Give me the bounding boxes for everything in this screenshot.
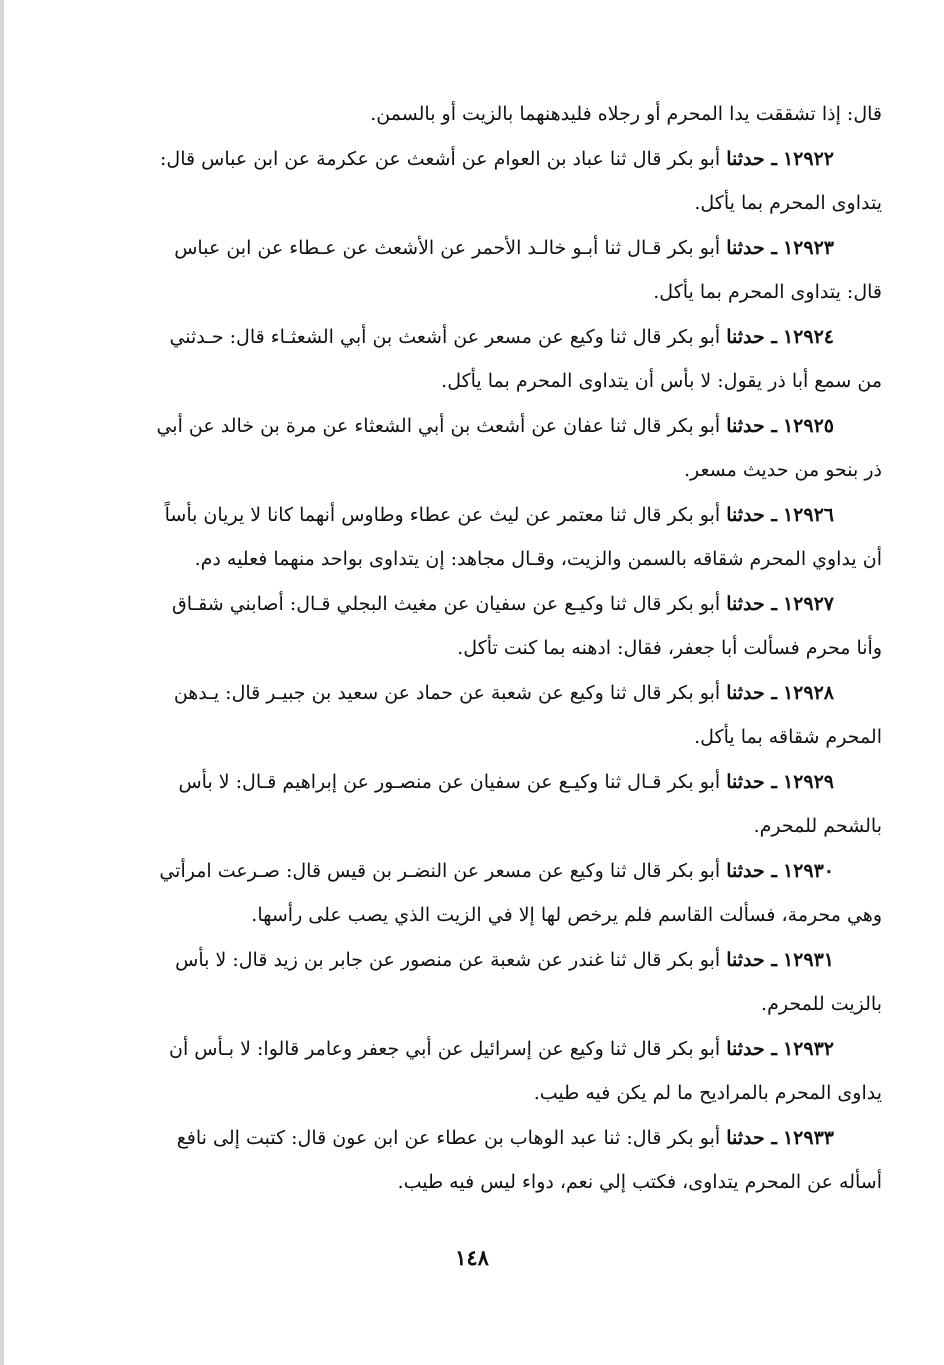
entry-head: حدثنا — [726, 860, 765, 882]
entry-first-line: ١٢٩٣١ ـ حدثنا أبو بكر قال ثنا غندر عن شعبة عن منصور عن جابر بن زيد قال: لا بأس — [175, 949, 834, 971]
entry-head: حدثنا — [726, 237, 765, 259]
entry-first-line: ١٢٩٢٧ ـ حدثنا أبو بكر قال ثنا وكيـع عن سفيان عن مغيث البجلي قـال: أصابني شقـاق — [172, 593, 834, 615]
entry-text: أبو بكر قال: ثنا عبد الوهاب بن عطاء عن ابن عون قال: كتبت إلى نافع — [176, 1127, 721, 1149]
entry-head: حدثنا — [726, 1038, 765, 1060]
entry-first-line: ١٢٩٢٤ ـ حدثنا أبو بكر قال ثنا وكيع عن مسعر عن أشعث بن أبي الشعثـاء قال: حـدثني — [169, 326, 834, 348]
entry-12923 — [82, 226, 882, 314]
entry-number: ١٢٩٢٨ — [782, 682, 834, 704]
entry-12930 — [82, 849, 882, 937]
entry-first-line: ١٢٩٢٢ ـ حدثنا أبو بكر قال ثنا عباد بن العوام عن أشعث عن عكرمة عن ابن عباس قال: — [160, 148, 834, 170]
entry-continuation: يتداوى المحرم بما يأكل. — [694, 192, 882, 214]
entry-head: حدثنا — [726, 949, 765, 971]
entry-first-line: ١٢٩٣٠ ـ حدثنا أبو بكر قال ثنا وكيع عن مسعر عن النضـر بن قيس قال: صـرعت امرأتي — [159, 860, 834, 882]
entry-head: حدثنا — [726, 326, 765, 348]
entry-number: ١٢٩٢٥ — [782, 415, 834, 437]
entry-head: حدثنا — [726, 771, 765, 793]
scan-edge — [0, 0, 4, 1365]
entry-first-line: ١٢٩٢٣ ـ حدثنا أبو بكر قـال ثنا أبـو خالـد الأحمر عن الأشعث عن عـطاء عن ابن عباس — [174, 237, 834, 259]
entry-continuation: المحرم شقاقه بما يأكل. — [694, 726, 882, 748]
entry-first-line: ١٢٩٢٨ ـ حدثنا أبو بكر قال ثنا وكيع عن شعبة عن حماد عن سعيد بن جبيـر قال: يـدهن — [173, 682, 834, 704]
entry-first-line: ١٢٩٣٣ ـ حدثنا أبو بكر قال: ثنا عبد الوهاب بن عطاء عن ابن عون قال: كتبت إلى نافع — [176, 1127, 834, 1149]
entry-number: ١٢٩٢٤ — [782, 326, 834, 348]
entry-text: أبو بكر قال ثنا عباد بن العوام عن أشعث عن عكرمة عن ابن عباس قال: — [160, 148, 721, 170]
intro-paragraph — [82, 92, 882, 136]
entry-text: أبو بكر قال ثنا وكيع عن مسعر عن النضـر بن قيس قال: صـرعت امرأتي — [159, 860, 721, 882]
entry-head: حدثنا — [726, 148, 765, 170]
entry-12931 — [82, 938, 882, 1026]
entry-12925 — [82, 404, 882, 492]
entry-first-line: ١٢٩٢٩ ـ حدثنا أبو بكر قـال ثنا وكيـع عن سفيان عن منصـور عن إبراهيم قـال: لا بأس — [178, 771, 834, 793]
entry-continuation: بالشحم للمحرم. — [753, 815, 882, 837]
entry-first-line: ١٢٩٢٦ ـ حدثنا أبو بكر قال ثنا معتمر عن ليث عن عطاء وطاوس أنهما كانا لا يريان بأساً — [164, 504, 834, 526]
entry-12926 — [82, 493, 882, 581]
entry-continuation: وهي محرمة، فسألت القاسم فلم يرخص لها إلا في الزيت الذي يصب على رأسها. — [251, 904, 882, 926]
entry-number: ١٢٩٢٩ — [782, 771, 834, 793]
page-number: ١٤٨ — [455, 1245, 489, 1270]
entry-continuation: ذر بنحو من حديث مسعر. — [683, 459, 882, 481]
entry-text: أبو بكر قال ثنا وكيـع عن سفيان عن مغيث البجلي قـال: أصابني شقـاق — [172, 593, 721, 615]
entry-text: أبو بكر قال ثنا وكيع عن إسرائيل عن أبي جعفر وعامر قالوا: لا بـأس أن — [168, 1038, 721, 1060]
entry-text: أبو بكر قال ثنا معتمر عن ليث عن عطاء وطاوس أنهما كانا لا يريان بأساً — [164, 504, 721, 526]
entry-number: ١٢٩٢٧ — [782, 593, 834, 615]
entry-text: أبو بكر قال ثنا عفان عن أشعث بن أبي الشعثاء عن مرة بن خالد عن أبي — [156, 415, 721, 437]
entry-continuation: بالزيت للمحرم. — [761, 993, 882, 1015]
entry-text: أبو بكر قال ثنا وكيع عن شعبة عن حماد عن سعيد بن جبيـر قال: يـدهن — [173, 682, 721, 704]
entry-first-line: ١٢٩٢٥ ـ حدثنا أبو بكر قال ثنا عفان عن أشعث بن أبي الشعثاء عن مرة بن خالد عن أبي — [156, 415, 834, 437]
entry-number: ١٢٩٣١ — [782, 949, 834, 971]
entry-continuation: يداوى المحرم بالمراديح ما لم يكن فيه طيب. — [533, 1082, 882, 1104]
entry-12928 — [82, 671, 882, 759]
entry-number: ١٢٩٢٢ — [782, 148, 834, 170]
entry-head: حدثنا — [726, 415, 765, 437]
entry-12932 — [82, 1027, 882, 1115]
entry-continuation: أن يداوي المحرم شقاقه بالسمن والزيت، وقـال مجاهد: إن يتداوى بواحد منهما فعليه دم. — [194, 548, 882, 570]
entry-continuation: من سمع أبا ذر يقول: لا بأس أن يتداوى المحرم بما يأكل. — [441, 370, 882, 392]
document-page — [82, 92, 882, 1205]
entry-12929 — [82, 760, 882, 848]
entry-head: حدثنا — [726, 682, 765, 704]
entry-text: أبو بكر قـال ثنا أبـو خالـد الأحمر عن الأشعث عن عـطاء عن ابن عباس — [174, 237, 721, 259]
entry-head: حدثنا — [726, 1127, 765, 1149]
entry-continuation: قال: يتداوى المحرم بما يأكل. — [653, 281, 882, 303]
entry-12927 — [82, 582, 882, 670]
entry-12922 — [82, 137, 882, 225]
entry-continuation: وأنا محرم فسألت أبا جعفر، فقال: ادهنه بما كنت تأكل. — [457, 637, 882, 659]
entry-text: أبو بكر قال ثنا وكيع عن مسعر عن أشعث بن أبي الشعثـاء قال: حـدثني — [169, 326, 721, 348]
entry-12924 — [82, 315, 882, 403]
entry-text: أبو بكر قـال ثنا وكيـع عن سفيان عن منصـور عن إبراهيم قـال: لا بأس — [178, 771, 721, 793]
intro-line: قال: إذا تشققت يدا المحرم أو رجلاه فليدهنهما بالزيت أو بالسمن. — [370, 103, 882, 125]
entry-number: ١٢٩٢٦ — [782, 504, 834, 526]
entry-text: أبو بكر قال ثنا غندر عن شعبة عن منصور عن جابر بن زيد قال: لا بأس — [175, 949, 721, 971]
entry-number: ١٢٩٣٠ — [782, 860, 834, 882]
entry-number: ١٢٩٣٢ — [782, 1038, 834, 1060]
entry-head: حدثنا — [726, 593, 765, 615]
entry-12933 — [82, 1116, 882, 1204]
entry-number: ١٢٩٢٣ — [782, 237, 834, 259]
entry-number: ١٢٩٣٣ — [782, 1127, 834, 1149]
entry-first-line: ١٢٩٣٢ ـ حدثنا أبو بكر قال ثنا وكيع عن إسرائيل عن أبي جعفر وعامر قالوا: لا بـأس أن — [168, 1038, 834, 1060]
entry-continuation: أسأله عن المحرم يتداوى، فكتب إلي نعم، دواء ليس فيه طيب. — [397, 1171, 882, 1193]
entry-head: حدثنا — [726, 504, 765, 526]
